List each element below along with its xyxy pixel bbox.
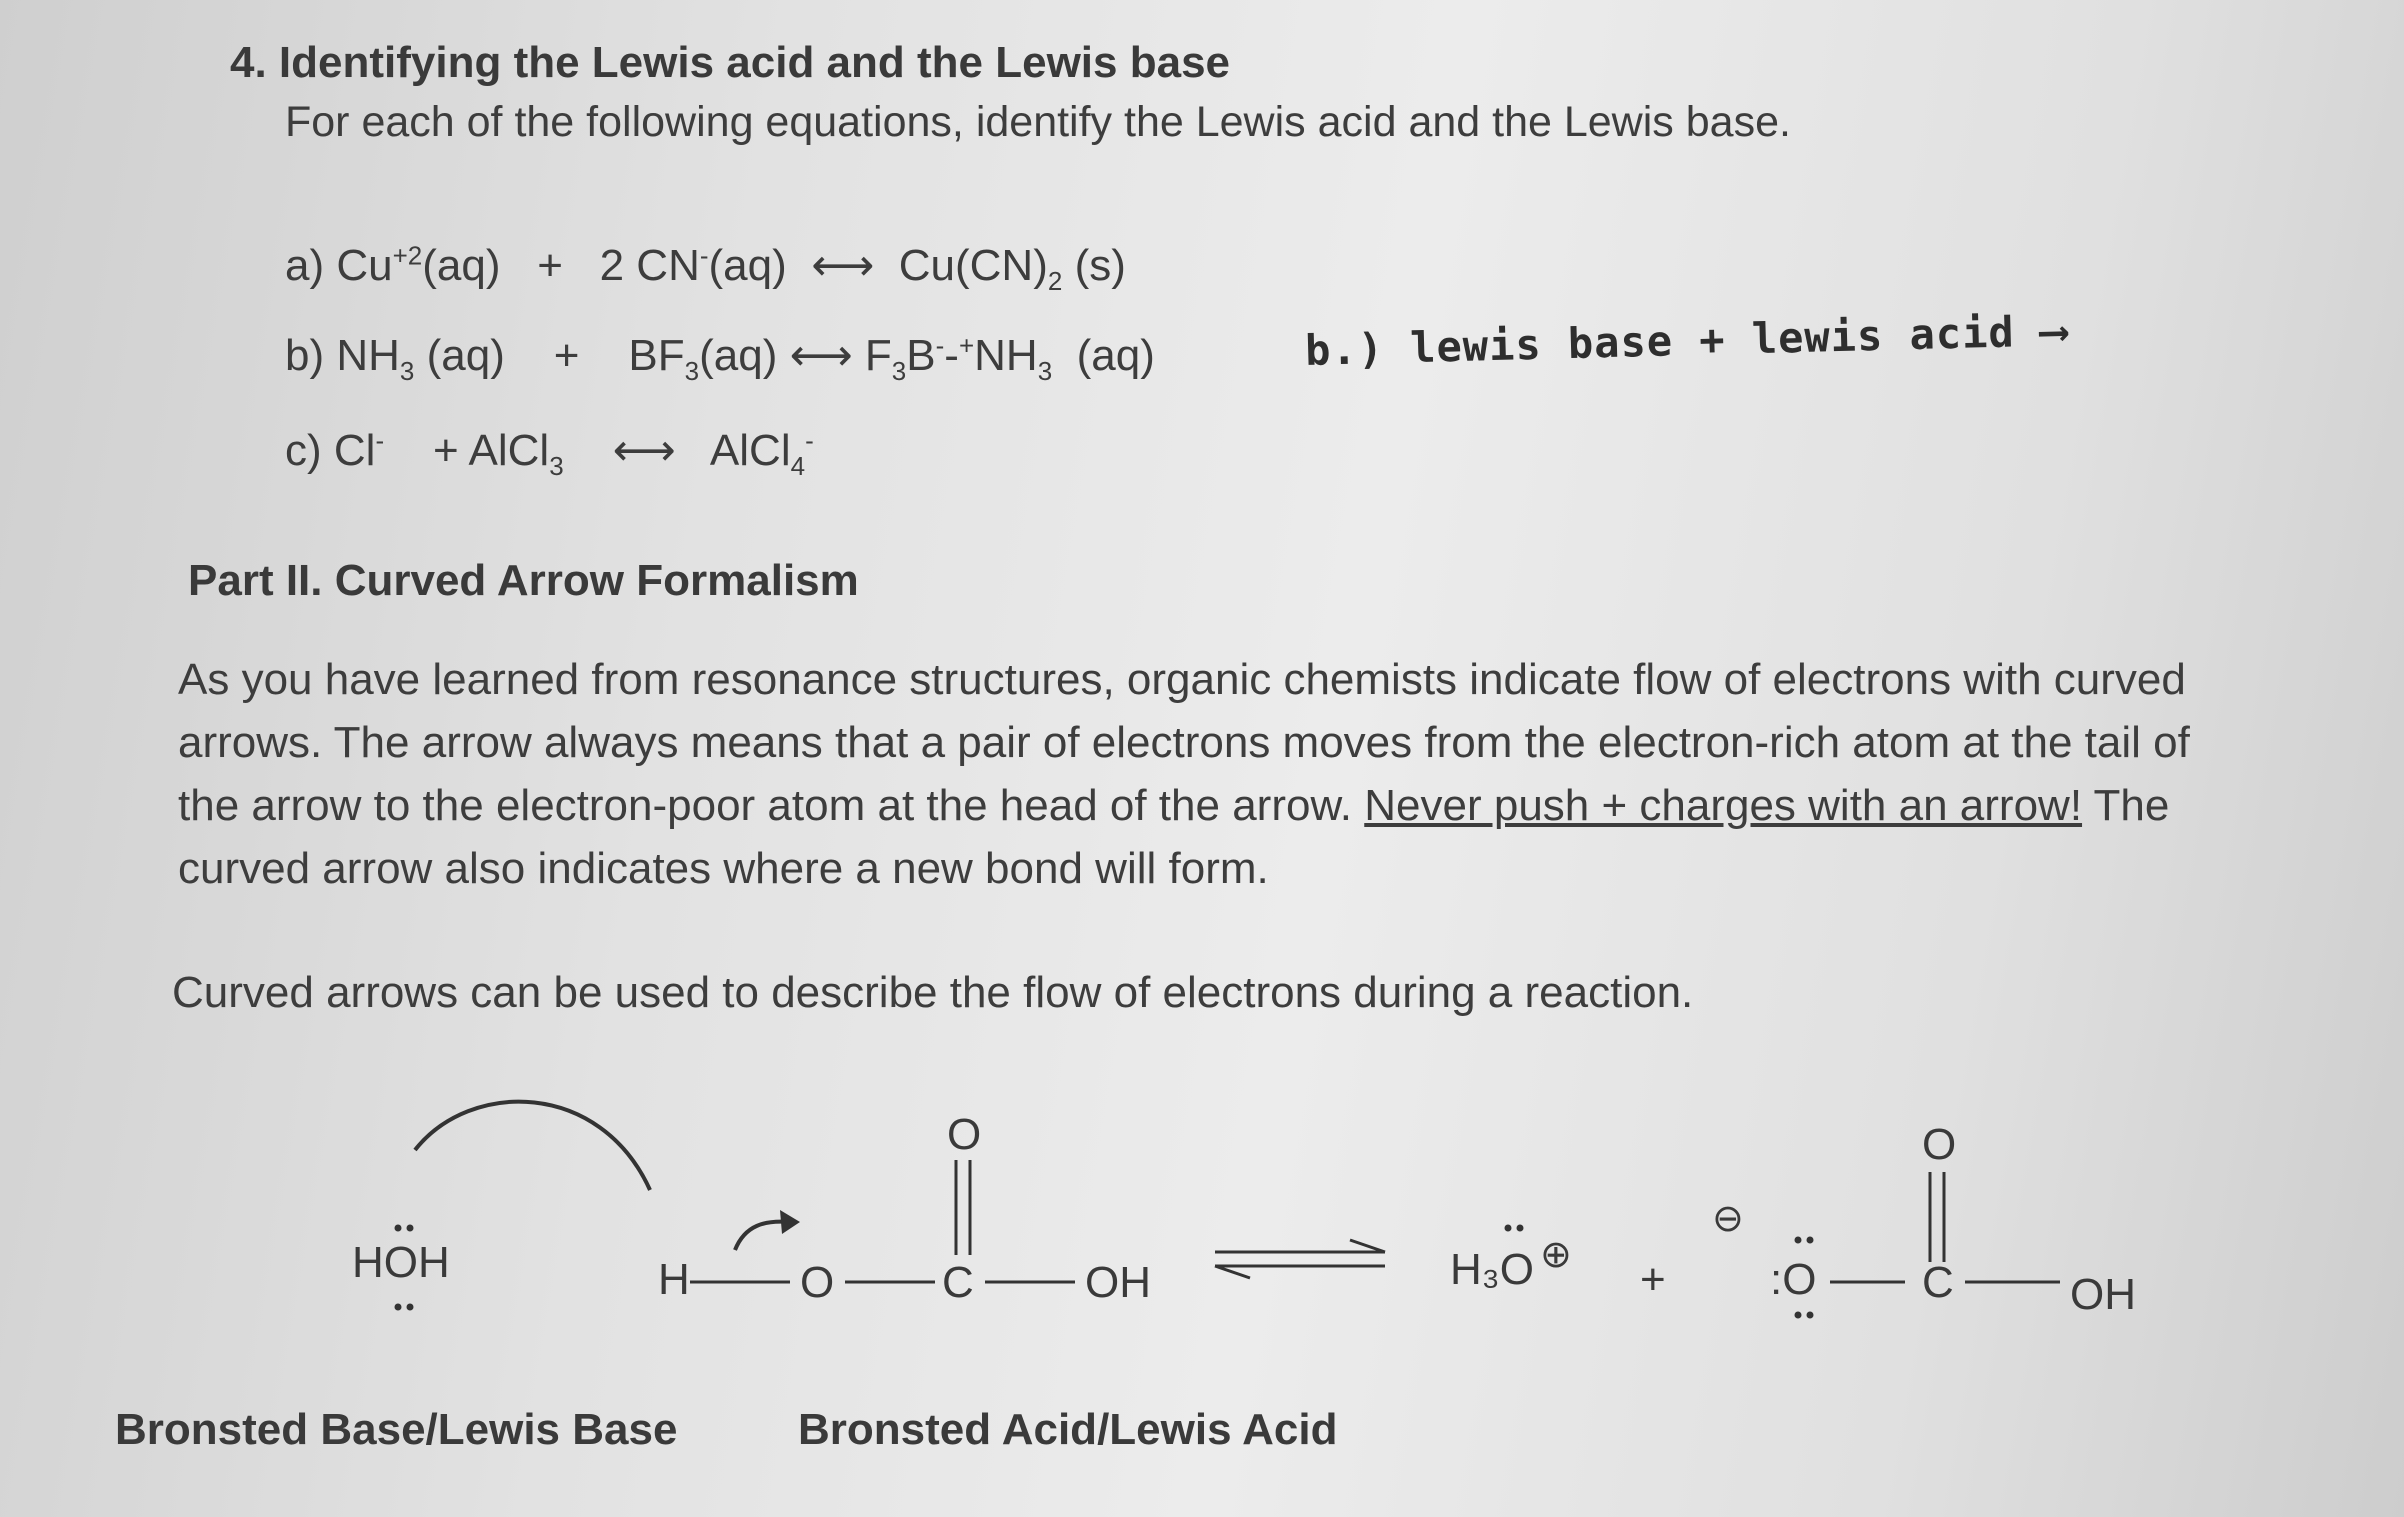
question-instruction: For each of the following equations, identify the Lewis acid and the Lewis base. bbox=[285, 98, 1791, 146]
lone-pair-dot bbox=[407, 1225, 414, 1232]
part2-heading: Part II. Curved Arrow Formalism bbox=[188, 556, 859, 605]
state: (aq) bbox=[708, 241, 787, 290]
equilibrium-arrow: ⟷ bbox=[612, 426, 676, 475]
aluminum-chloride: AlCl bbox=[468, 426, 550, 475]
anion-carbon: C bbox=[1922, 1258, 1954, 1307]
chloride: Cl bbox=[333, 426, 376, 475]
lone-pair-dot bbox=[1505, 1225, 1512, 1232]
plus-sign: + bbox=[1640, 1255, 1666, 1304]
lone-pair-dot bbox=[395, 1304, 402, 1311]
subscript: 3 bbox=[1037, 355, 1053, 386]
equilibrium-arrow: ⟷ bbox=[811, 241, 875, 290]
state: (aq) bbox=[426, 331, 505, 380]
lone-pair-dot bbox=[407, 1304, 414, 1311]
ammonia: NH bbox=[336, 331, 400, 380]
caption-acid: Bronsted Acid/Lewis Acid bbox=[798, 1405, 1338, 1454]
adduct-f: F bbox=[864, 331, 892, 380]
equation-label: a) bbox=[285, 241, 325, 290]
charge: + bbox=[958, 330, 975, 361]
lone-pair-dot bbox=[1517, 1225, 1524, 1232]
state: (s) bbox=[1074, 241, 1126, 290]
product: Cu(CN) bbox=[898, 241, 1048, 290]
acid-hydroxyl: OH bbox=[1085, 1258, 1151, 1307]
state: (aq) bbox=[1076, 331, 1155, 380]
tetrachloroaluminate: AlCl bbox=[709, 426, 791, 475]
acid-carbonyl-oxygen: O bbox=[947, 1110, 982, 1159]
cu-ion: Cu bbox=[336, 241, 393, 290]
plus-sign: + bbox=[553, 331, 580, 380]
acid-carbon: C bbox=[942, 1258, 974, 1307]
paragraph-text: As you have learned from resonance structures, organic chemists indicate flow of electrons with curved arrows. The arrow always means that a pair of electrons moves from the electron-rich atom at the tail of the arrow to the electron-poor atom at the head of the arrow. bbox=[178, 655, 2190, 830]
question-title: 4. Identifying the Lewis acid and the Lewis base bbox=[230, 38, 1231, 87]
curved-arrow-water bbox=[415, 1102, 650, 1190]
boron-trifluoride: BF bbox=[628, 331, 685, 380]
anion-hydroxyl: OH bbox=[2070, 1270, 2136, 1319]
subscript: 4 bbox=[790, 450, 806, 481]
negative-charge: ⊖ bbox=[1712, 1198, 1744, 1240]
curved-arrows-sentence: Curved arrows can be used to describe the flow of electrons during a reaction. bbox=[172, 968, 1694, 1017]
adduct-nh: NH bbox=[974, 331, 1038, 380]
lone-pair-dot bbox=[1807, 1312, 1814, 1319]
acid-oxygen: O bbox=[800, 1258, 835, 1307]
adduct-bond: - bbox=[944, 331, 959, 380]
paragraph-underlined: Never push + charges with an arrow! bbox=[1364, 781, 2083, 830]
subscript: 3 bbox=[399, 355, 415, 386]
plus-sign: + bbox=[537, 241, 563, 290]
anion-carbonyl-oxygen: O bbox=[1922, 1120, 1957, 1169]
anion-oxygen: :O bbox=[1770, 1255, 1817, 1304]
positive-charge: ⊕ bbox=[1540, 1234, 1572, 1276]
equilibrium-reverse-head bbox=[1215, 1266, 1250, 1278]
subscript: 3 bbox=[549, 450, 564, 481]
cyanide: 2 CN bbox=[599, 241, 700, 290]
state: (aq) bbox=[699, 331, 778, 380]
charge: - bbox=[935, 330, 945, 361]
adduct-b: B bbox=[906, 331, 936, 380]
subscript: 3 bbox=[891, 355, 907, 386]
equation-label: c) bbox=[285, 426, 322, 475]
caption-base: Bronsted Base/Lewis Base bbox=[115, 1405, 678, 1454]
handwritten-note: b.) lewis base + lewis acid ⟶ bbox=[1304, 306, 2068, 375]
paragraph-end: The curved arrow also indicates where a new bond will form. bbox=[178, 781, 2170, 893]
arrowhead bbox=[780, 1210, 800, 1234]
water-label: HOH bbox=[352, 1238, 450, 1287]
lone-pair-dot bbox=[1807, 1237, 1814, 1244]
lone-pair-dot bbox=[1795, 1237, 1802, 1244]
lone-pair-dot bbox=[395, 1225, 402, 1232]
hydronium-label: H₃O bbox=[1450, 1245, 1534, 1294]
lone-pair-dot bbox=[1795, 1312, 1802, 1319]
equilibrium-forward-head bbox=[1350, 1240, 1385, 1252]
equation-label: b) bbox=[285, 331, 325, 380]
charge: - bbox=[699, 240, 709, 271]
subscript: 2 bbox=[1047, 265, 1063, 296]
state: (aq) bbox=[422, 241, 501, 290]
equilibrium-arrow: ⟷ bbox=[789, 331, 853, 380]
charge: - bbox=[375, 425, 385, 456]
charge: - bbox=[805, 425, 814, 456]
plus-sign: + bbox=[433, 426, 459, 475]
acid-hydrogen: H bbox=[658, 1255, 690, 1304]
charge: +2 bbox=[392, 240, 423, 271]
subscript: 3 bbox=[684, 355, 700, 386]
